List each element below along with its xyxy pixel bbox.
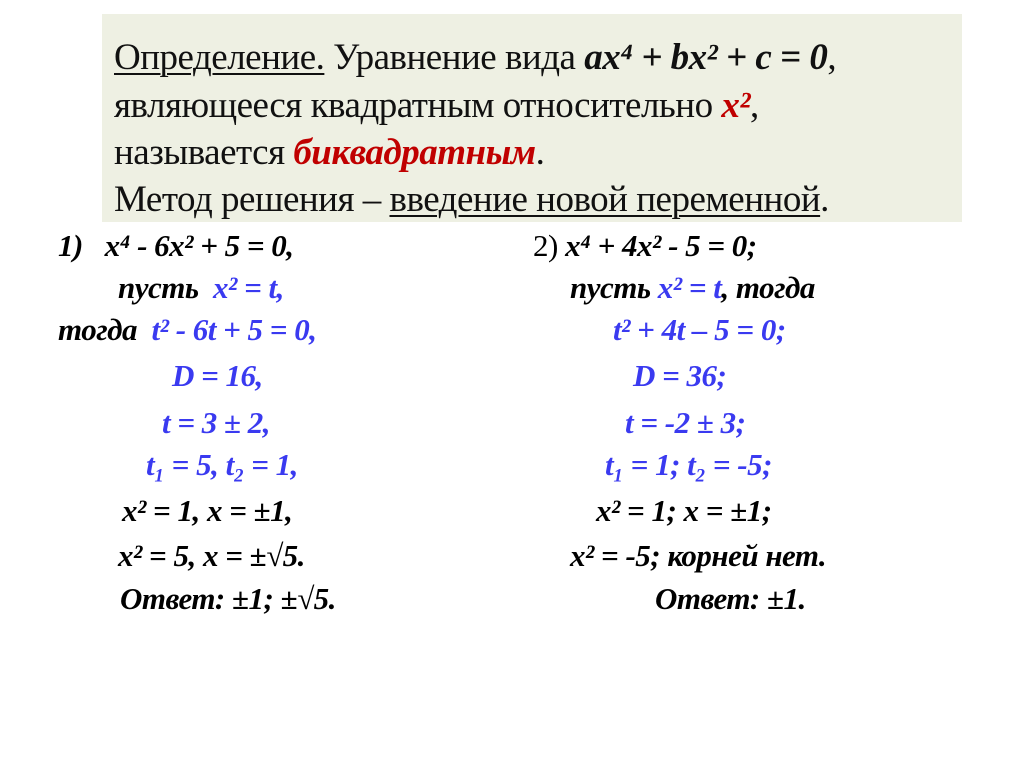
example1-case2: x² = 5, x = ±√5. — [118, 538, 305, 573]
example-number: 2) — [533, 228, 558, 263]
definition-line-3 — [114, 131, 544, 174]
definition-line-2 — [114, 84, 759, 127]
quadratic-equation: t² - 6t + 5 = 0, — [151, 312, 317, 347]
definition-text: называется — [114, 132, 294, 173]
example2-substitution — [570, 270, 815, 306]
example1-substitution — [118, 270, 284, 306]
definition-label: Определение. — [114, 37, 325, 78]
example1-quadratic — [58, 312, 316, 348]
definition-text: Уравнение вида — [324, 37, 585, 78]
x-squared: x² — [721, 85, 750, 126]
method-name: введение новой переменной — [389, 179, 821, 220]
then-word: , тогда — [721, 270, 815, 305]
term-biquadratic: биквадратным — [293, 132, 536, 173]
then-word: тогда — [58, 312, 138, 347]
method-label: Метод решения – — [114, 179, 390, 220]
let-word: пусть — [570, 270, 651, 305]
equation: x⁴ - 6x² + 5 = 0, — [104, 228, 294, 263]
definition-line-1 — [114, 36, 836, 79]
definition-text: являющееся квадратным относительно — [114, 85, 722, 126]
punct: , — [749, 85, 759, 126]
definition-box — [102, 14, 962, 222]
example2-discriminant: D = 36; — [633, 358, 727, 393]
example1-t-roots: t₁ = 5, t₂ = 1, — [146, 447, 298, 482]
example2-equation — [533, 228, 757, 264]
substitution: x² = t, — [213, 270, 284, 305]
equation: x⁴ + 4x² - 5 = 0; — [565, 228, 757, 263]
biquadratic-formula: ax⁴ + bx² + c = 0 — [584, 37, 828, 78]
punct: , — [827, 37, 837, 78]
example1-discriminant: D = 16, — [172, 358, 263, 393]
method-line — [114, 178, 829, 221]
example2-case1: x² = 1; x = ±1; — [596, 493, 772, 528]
let-word: пусть — [118, 270, 199, 305]
punct: . — [820, 179, 829, 220]
example2-quadratic: t² + 4t – 5 = 0; — [613, 312, 786, 347]
example2-t-roots: t₁ = 1; t₂ = -5; — [605, 447, 772, 482]
punct: . — [535, 132, 545, 173]
example2-t-formula: t = -2 ± 3; — [625, 405, 746, 440]
example1-answer: Ответ: ±1; ±√5. — [120, 581, 336, 616]
example-number: 1) — [58, 228, 83, 263]
substitution: x² = t — [657, 270, 722, 305]
example1-equation — [58, 228, 294, 264]
example2-case2: x² = -5; корней нет. — [570, 538, 827, 573]
example1-t-formula: t = 3 ± 2, — [162, 405, 271, 440]
example2-answer: Ответ: ±1. — [655, 581, 806, 616]
example1-case1: x² = 1, x = ±1, — [122, 493, 293, 528]
